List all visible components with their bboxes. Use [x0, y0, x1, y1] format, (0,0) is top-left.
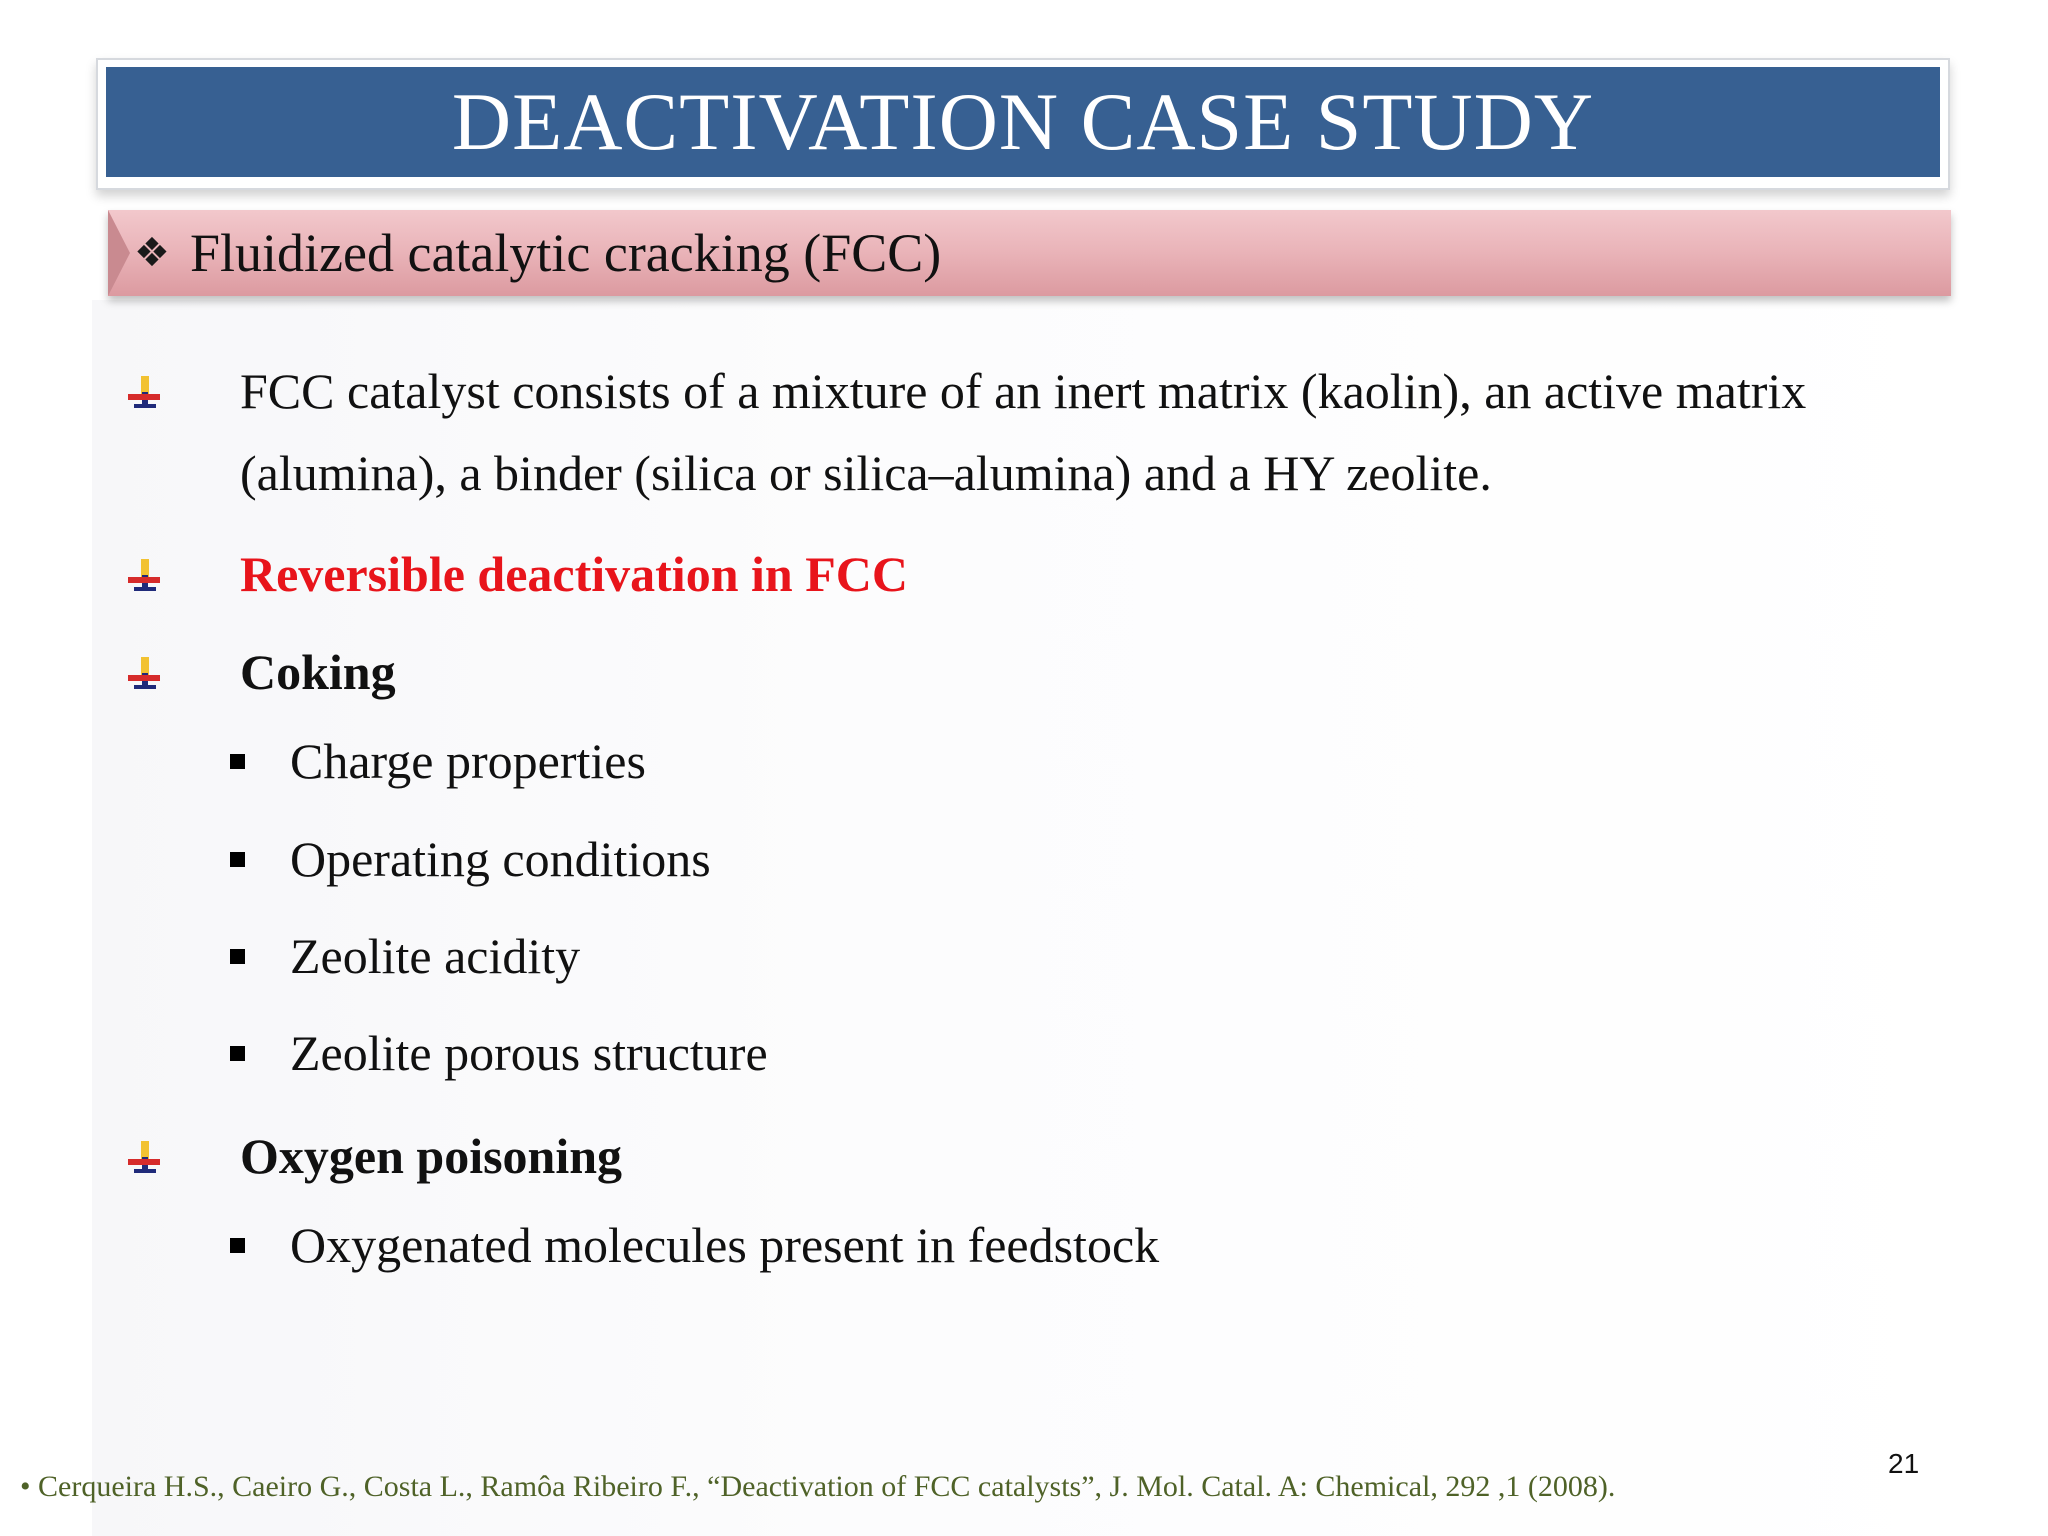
square-bullet-icon	[230, 852, 245, 867]
square-bullet-icon	[230, 1046, 245, 1061]
sub-list-item	[230, 1024, 768, 1082]
arrow-bullet-icon	[124, 557, 164, 597]
subtitle-text: Fluidized catalytic cracking (FCC)	[190, 223, 942, 283]
sub-list-item	[230, 927, 580, 985]
reference-footnote: • Cerqueira H.S., Caeiro G., Costa L., Ramôa Ribeiro F., “Deactivation of FCC catalysts”, J. Mol. Catal. A: Chemical, 292 ,1 (2008).	[20, 1470, 1616, 1503]
sub-list-item	[230, 732, 646, 790]
square-bullet-icon	[230, 949, 245, 964]
sub-item-text: Charge properties	[290, 733, 646, 789]
page-number: 21	[1888, 1448, 1920, 1479]
arrow-bullet-icon	[124, 374, 164, 414]
four-diamond-icon: ❖	[134, 230, 170, 276]
slide-title: DEACTIVATION CASE STUDY	[451, 76, 1595, 167]
square-bullet-icon	[230, 1238, 245, 1253]
subtitle-edge-marker	[108, 210, 130, 296]
sub-item-text: Operating conditions	[290, 831, 711, 887]
bullet-text-oxygen: Oxygen poisoning	[240, 1128, 623, 1184]
sub-item-text: Zeolite acidity	[290, 928, 581, 984]
bullet-text-coking: Coking	[240, 644, 396, 700]
arrow-bullet-icon	[124, 1139, 164, 1179]
sub-item-text: Zeolite porous structure	[290, 1025, 768, 1081]
bullet-item	[124, 1125, 1990, 1197]
bullet-item	[124, 543, 1990, 615]
bullet-item	[124, 641, 1990, 713]
title-bar	[106, 67, 1940, 177]
sub-list-item	[230, 830, 711, 888]
sub-item-text: Oxygenated molecules present in feedstock	[290, 1217, 1160, 1273]
bullet-text-catalyst: FCC catalyst consists of a mixture of an inert matrix (kaolin), an active matrix (alumina), a binder (silica or silica–alumina) and a HY zeolite.	[240, 363, 1807, 501]
subtitle-bar	[108, 210, 1951, 296]
square-bullet-icon	[230, 754, 245, 769]
bullet-text-reversible: Reversible deactivation in FCC	[240, 546, 908, 602]
sub-list-item	[230, 1216, 1159, 1274]
bullet-item	[124, 360, 1990, 514]
arrow-bullet-icon	[124, 655, 164, 695]
